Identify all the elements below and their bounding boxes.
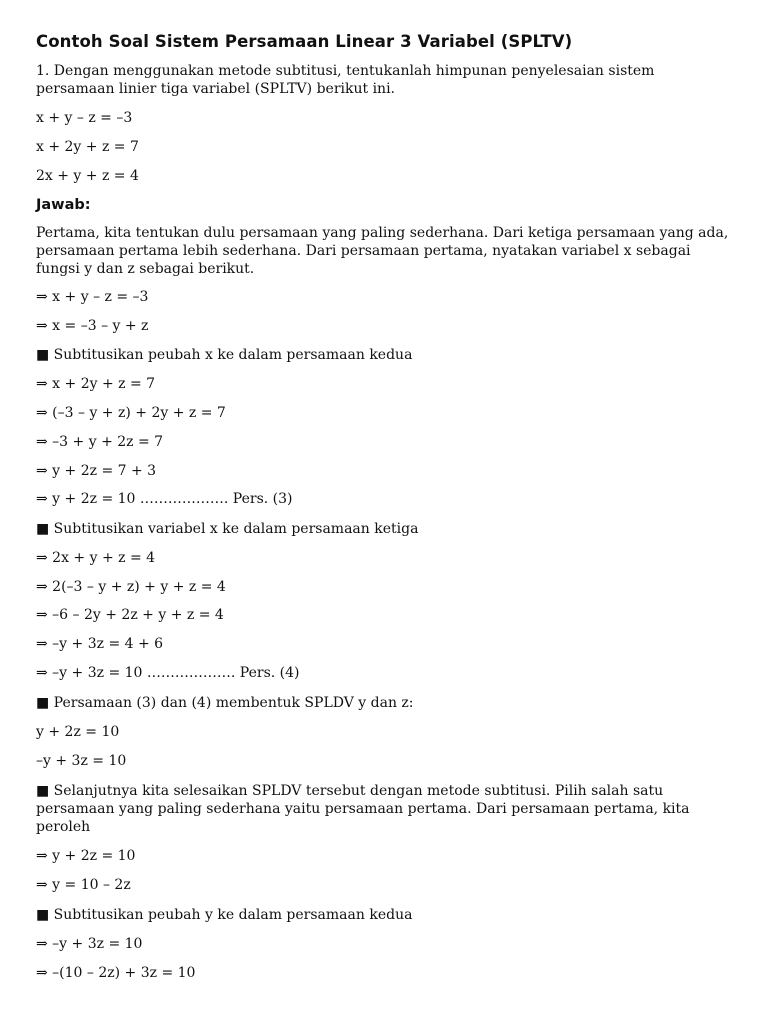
step5-line: ⇒ y = 10 – 2z — [36, 877, 131, 893]
equation-3: 2x + y + z = 4 — [36, 168, 139, 184]
page-title: Contoh Soal Sistem Persamaan Linear 3 Variabel (SPLTV) — [36, 32, 573, 51]
section-heading: ■ Subtitusikan peubah x ke dalam persamaan kedua — [36, 347, 413, 363]
step2-line: ⇒ y + 2z = 7 + 3 — [36, 463, 157, 479]
step1-line: ⇒ x = –3 – y + z — [36, 318, 149, 334]
step3-line: ⇒ –y + 3z = 10 ………………. Pers. (4) — [36, 665, 300, 681]
step3-line: ⇒ –y + 3z = 4 + 6 — [36, 636, 164, 652]
section-heading: ■ Subtitusikan variabel x ke dalam persamaan ketiga — [36, 521, 419, 537]
step5-line: ⇒ y + 2z = 10 — [36, 848, 136, 864]
step1-line: ⇒ x + y – z = –3 — [36, 289, 149, 305]
method-paragraph: ■ Selanjutnya kita selesaikan SPLDV tersebut dengan metode subtitusi. Pilih salah satu persamaan yang paling sederhana yaitu persamaan pertama. Dari persamaan pertama, kita peroleh — [36, 783, 690, 835]
step2-line: ⇒ y + 2z = 10 ………………. Pers. (3) — [36, 491, 293, 507]
step3-line: ⇒ 2x + y + z = 4 — [36, 550, 156, 566]
step6-line: ⇒ –y + 3z = 10 — [36, 936, 143, 952]
spldv-line: y + 2z = 10 — [36, 724, 120, 740]
question-text: 1. Dengan menggunakan metode subtitusi, tentukanlah himpunan penyelesaian sistem persamaan linier tiga variabel (SPLTV) berikut ini. — [36, 63, 655, 97]
step6-line: ⇒ –(10 – 2z) + 3z = 10 — [36, 965, 196, 981]
step2-line: ⇒ –3 + y + 2z = 7 — [36, 434, 164, 450]
step3-line: ⇒ –6 – 2y + 2z + y + z = 4 — [36, 607, 224, 623]
section-heading: ■ Persamaan (3) dan (4) membentuk SPLDV y dan z: — [36, 695, 414, 711]
intro-paragraph: Pertama, kita tentukan dulu persamaan yang paling sederhana. Dari ketiga persamaan yang ada, persamaan pertama lebih sederhana. Dari persamaan pertama, nyatakan variabel x sebagai fungsi y dan z sebagai berikut. — [36, 225, 729, 277]
step2-line: ⇒ (–3 – y + z) + 2y + z = 7 — [36, 405, 226, 421]
answer-label: Jawab: — [36, 197, 91, 213]
equation-1: x + y – z = –3 — [36, 110, 133, 126]
step2-line: ⇒ x + 2y + z = 7 — [36, 376, 156, 392]
step3-line: ⇒ 2(–3 – y + z) + y + z = 4 — [36, 579, 226, 595]
spldv-line: –y + 3z = 10 — [36, 753, 127, 769]
equation-2: x + 2y + z = 7 — [36, 139, 139, 155]
section-heading: ■ Subtitusikan peubah y ke dalam persamaan kedua — [36, 907, 413, 923]
